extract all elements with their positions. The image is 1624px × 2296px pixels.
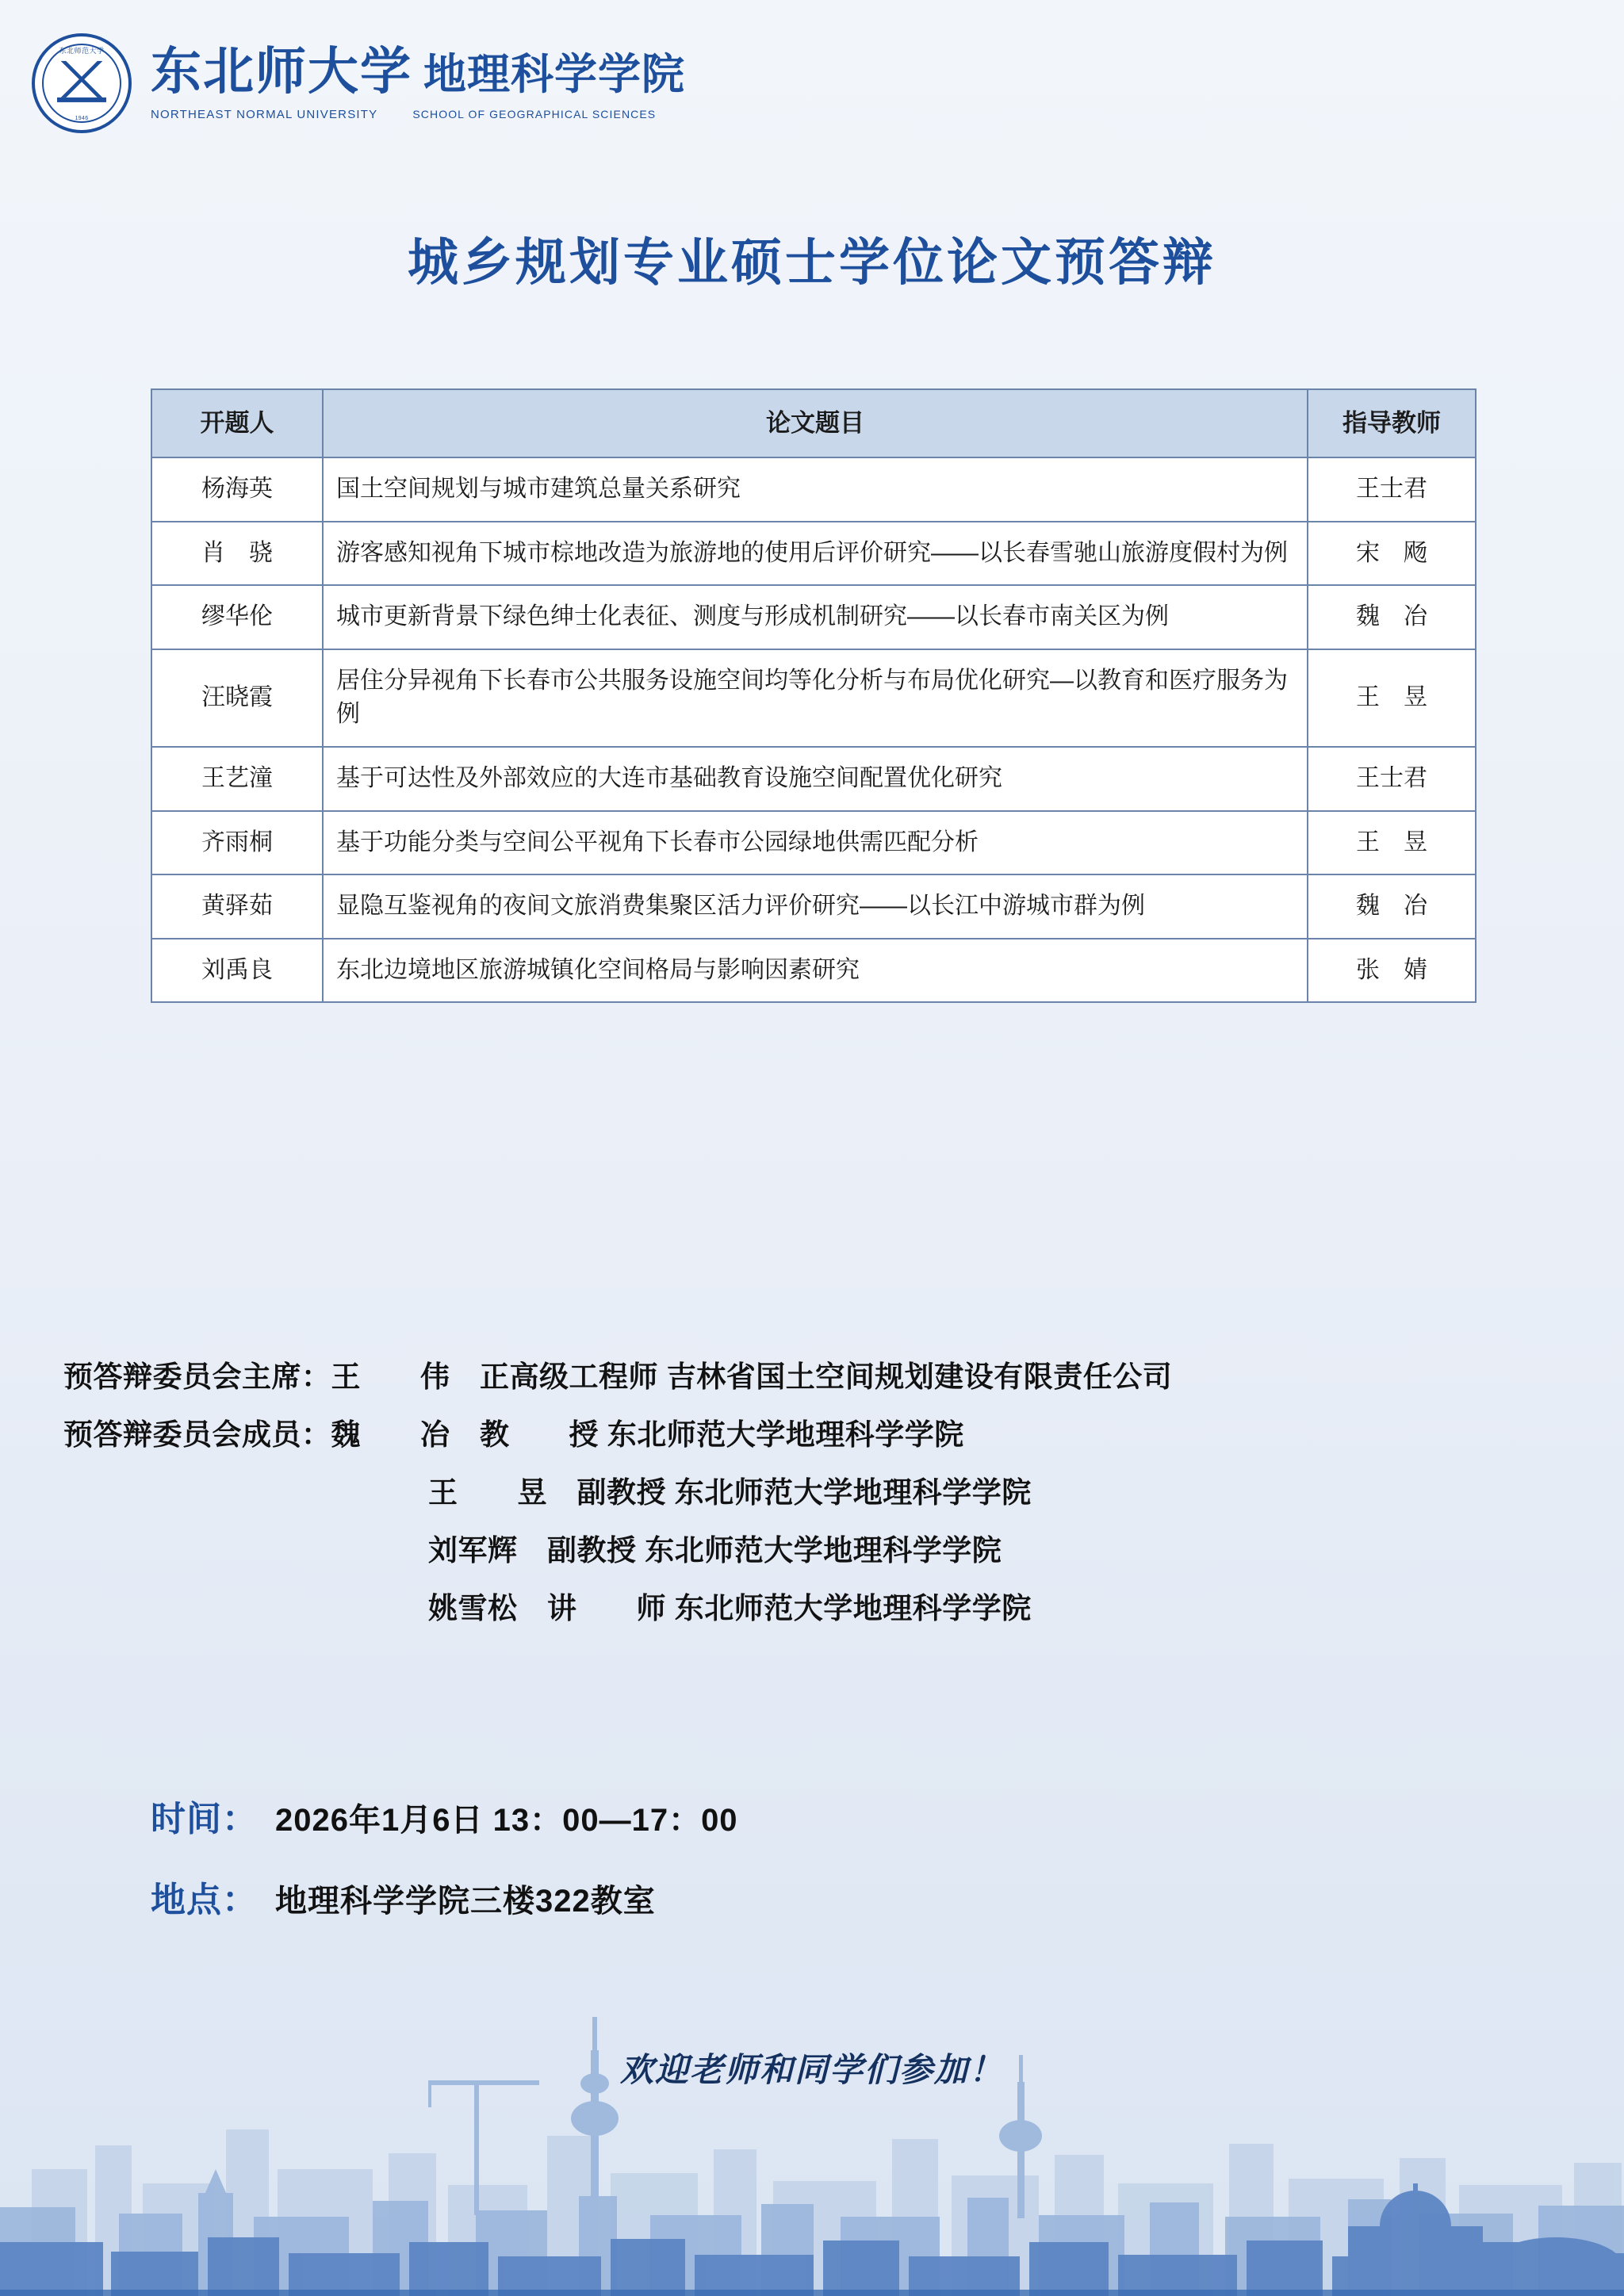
place-value: 地理科学学院三楼322教室: [275, 1884, 656, 1919]
committee-member-line: 刘军辉 副教授 东北师范大学地理科学学院: [428, 1534, 1002, 1567]
cell-paper-title: 城市更新背景下绿色绅士化表征、测度与形成机制研究——以长春市南关区为例: [323, 585, 1308, 649]
school-name-en: SCHOOL OF GEOGRAPHICAL SCIENCES: [412, 107, 657, 121]
cell-presenter: 齐雨桐: [151, 811, 323, 875]
university-header: [32, 33, 685, 133]
place-label: 地点：: [151, 1881, 258, 1919]
seal-emblem-icon: [57, 61, 106, 102]
cell-advisor: 张 婧: [1308, 939, 1476, 1003]
table-row: [151, 649, 1476, 747]
cell-presenter: 刘禹良: [151, 939, 323, 1003]
committee-member-line: 姚雪松 讲 师 东北师范大学地理科学学院: [428, 1592, 1032, 1624]
table-row: [151, 457, 1476, 522]
time-value: 2026年1月6日 13：00—17：00: [275, 1803, 738, 1838]
cell-paper-title: 基于功能分类与空间公平视角下长春市公园绿地供需匹配分析: [323, 811, 1308, 875]
cell-paper-title: 游客感知视角下城市棕地改造为旅游地的使用后评价研究——以长春雪驰山旅游度假村为例: [323, 522, 1308, 586]
seal-bottom-text: 1946: [75, 116, 89, 121]
cell-paper-title: 基于可达性及外部效应的大连市基础教育设施空间配置优化研究: [323, 747, 1308, 811]
cell-advisor: 王士君: [1308, 747, 1476, 811]
seal-top-text: 东北师范大学: [59, 47, 105, 55]
header-cn-row: [151, 41, 685, 101]
table-row: [151, 585, 1476, 649]
time-label: 时间：: [151, 1800, 258, 1839]
cell-presenter: 黄驿茹: [151, 874, 323, 939]
table-header-paper: 论文题目: [323, 389, 1308, 457]
cell-advisor: 魏 冶: [1308, 585, 1476, 649]
defense-table-wrapper: [151, 388, 1477, 1003]
cell-paper-title: 居住分异视角下长春市公共服务设施空间均等化分析与布局优化研究—以教育和医疗服务为例: [323, 649, 1308, 747]
cell-advisor: 王士君: [1308, 457, 1476, 522]
cell-presenter: 王艺潼: [151, 747, 323, 811]
table-row: [151, 522, 1476, 586]
cell-paper-title: 显隐互鉴视角的夜间文旅消费集聚区活力评价研究——以长江中游城市群为例: [323, 874, 1308, 939]
committee-member-line: 预答辩委员会成员：魏 冶 教 授 东北师范大学地理科学学院: [63, 1418, 964, 1451]
cell-presenter: 汪晓霞: [151, 649, 323, 747]
cell-advisor: 宋 飏: [1308, 522, 1476, 586]
city-skyline-decoration: [0, 1931, 1624, 2296]
defense-table: [151, 388, 1477, 1003]
table-row: [151, 874, 1476, 939]
event-meta: [151, 1790, 738, 1952]
table-header-advisor: 指导教师: [1308, 389, 1476, 457]
page-title: 城乡规划专业硕士学位论文预答辩: [408, 234, 1216, 291]
table-row: [151, 811, 1476, 875]
cell-advisor: 王 昱: [1308, 649, 1476, 747]
cell-advisor: 王 昱: [1308, 811, 1476, 875]
university-seal-icon: [32, 33, 132, 133]
committee-member-line: 王 昱 副教授 东北师范大学地理科学学院: [428, 1476, 1032, 1509]
table-header-row: [151, 389, 1476, 457]
committee-chair-line: 预答辩委员会主席：王 伟 正高级工程师 吉林省国土空间规划建设有限责任公司: [63, 1360, 1173, 1393]
event-place-row: [151, 1871, 738, 1922]
header-text-block: [151, 41, 685, 121]
cell-paper-title: 东北边境地区旅游城镇化空间格局与影响因素研究: [323, 939, 1308, 1003]
event-time-row: [151, 1790, 738, 1841]
cell-presenter: 杨海英: [151, 457, 323, 522]
table-header-name: 开题人: [151, 389, 323, 457]
table-row: [151, 747, 1476, 811]
committee-block: [0, 1362, 1624, 1651]
cell-advisor: 魏 冶: [1308, 874, 1476, 939]
table-row: [151, 939, 1476, 1003]
skyline-svg: [0, 1931, 1624, 2296]
header-en-row: [151, 109, 685, 121]
cell-presenter: 缪华伦: [151, 585, 323, 649]
university-name-cn: 东北师大学: [151, 41, 412, 101]
welcome-text: 欢迎老师和同学们参加！: [619, 2050, 1004, 2089]
cell-presenter: 肖 骁: [151, 522, 323, 586]
cell-paper-title: 国土空间规划与城市建筑总量关系研究: [323, 457, 1308, 522]
university-name-en: NORTHEAST NORMAL UNIVERSITY: [151, 107, 378, 121]
school-name-cn: 地理科学学院: [423, 50, 685, 98]
